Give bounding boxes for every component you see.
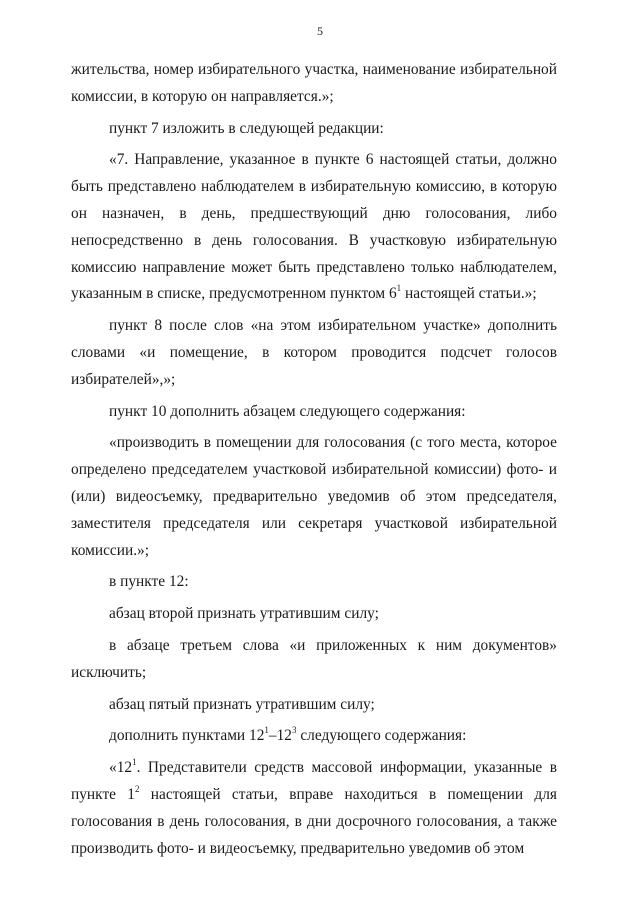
paragraph-3: «7. Направление, указанное в пункте 6 настоящей статьи, должно быть представлено наблюдателем в избирательную комиссию, в которую он назначен, в день, предшествующий дню голосования, либо непосредственно в день голосования. В участковую избирательную комиссию направление может быть представлено только наблюдателем, указанным в списке, предусмотренном пунктом $6^1$ настоящей статьи.»; — [71, 151, 557, 303]
paragraph-12: «$12^1$. Представители средств массовой информации, указанные в пункте $1^2$ настоящей статьи, вправе находиться в помещении для голосования в день голосования, в дни досрочного голосования, а также производить фото- и видеосъемку, предварительно уведомив об этом — [71, 757, 558, 857]
paragraph-1: жительства, номер избирательного участка, наименование избирательной комиссии, в которую он направляется.»; — [71, 61, 557, 105]
superscript: 1 — [132, 757, 137, 767]
paragraph-10: абзац пятый признать утратившим силу; — [109, 695, 375, 713]
paragraph-5: пункт 10 дополнить абзацем следующего содержания: — [109, 402, 466, 420]
superscript: 2 — [135, 783, 140, 794]
paragraph-9: в абзаце третьем слова «и приложенных к ним документов» исключить; — [71, 636, 557, 681]
superscript: 1 — [264, 725, 269, 736]
paragraph-8: абзац второй признать утратившим силу; — [109, 605, 379, 623]
paragraph-11: дополнить пунктами $12^1-12^3$ следующего содержания: — [109, 725, 467, 745]
superscript: 3 — [292, 725, 297, 736]
paragraph-7: в пункте 12: — [109, 573, 189, 591]
page-number: 5 — [317, 24, 323, 38]
paragraph-2: пункт 7 изложить в следующей редакции: — [109, 119, 384, 137]
paragraph-4: пункт 8 после слов «на этом избирательном участке» дополнить словами «и помещение, в котором проводится подсчет голосов избирателей»,»; — [71, 317, 557, 388]
superscript: 1 — [396, 283, 402, 294]
paragraph-6: «производить в помещении для голосования (с того места, которое определено председателем участковой избирательной комиссии) фото- и (или) видеосъемку, предварительно уведомив об этом председателя, заместителя председателя или секретаря участковой избирательной комиссии.»; — [71, 434, 557, 559]
document-body — [71, 57, 557, 867]
